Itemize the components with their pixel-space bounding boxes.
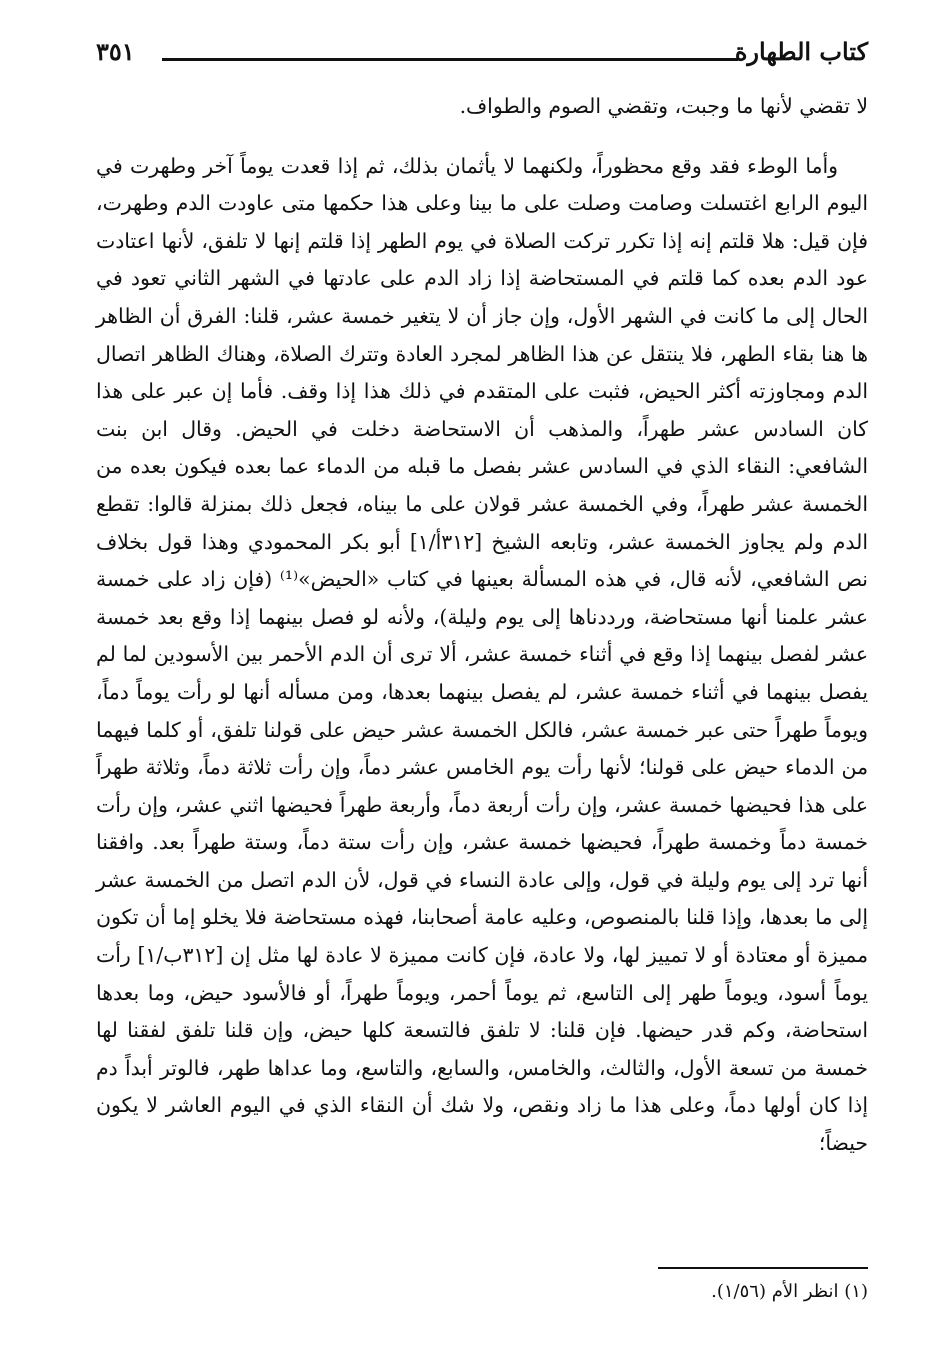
paragraph: لا تقضي لأنها ما وجبت، وتقضي الصوم والطواف. bbox=[459, 94, 868, 118]
footnote: (١) انظر الأم (١/٥٦). bbox=[711, 1281, 868, 1302]
running-title: كتاب الطهارة bbox=[734, 37, 868, 66]
page-number: ٣٥١ bbox=[96, 37, 135, 66]
page-header bbox=[96, 30, 868, 74]
footnote-separator bbox=[658, 1267, 868, 1269]
header-rule bbox=[162, 58, 738, 61]
body-text bbox=[96, 88, 868, 1163]
paragraph: وأما الوطء فقد وقع محظوراً، ولكنهما لا يأثمان بذلك، ثم إذا قعدت يوماً آخر وطهرت في اليوم الرابع اغتسلت وصامت وصلت على ما بينا وعلى هذا حكمها متى عاودت الدم وطهرت، فإن قيل: هلا قلتم إنه إذا تكرر تركت الصلاة في يوم الطهر إذا قلتم إنها لا تلفق، لأنها اعتادت عود الدم بعده كما قلتم في المستحاضة إذا زاد الدم على عادتها في الشهر الثاني تعود في الحال إلى ما كانت في الشهر الأول، وإن جاز أن لا يتغير خمسة عشر، قلنا: الفرق أن الظاهر ها هنا بقاء الطهر، فلا ينتقل عن هذا الظاهر لمجرد العادة وتترك الصلاة، وهناك الظاهر اتصال الدم ومجاوزته أكثر الحيض، فثبت على المتقدم في ذلك هذا إذا وقف. فأما إن عبر على هذا كان السادس عشر طهراً، والمذهب أن الاستحاضة دخلت في الحيض. وقال ابن بنت الشافعي: النقاء الذي في السادس عشر بفصل ما قبله من الدماء عما بعده فيكون بعده من الخمسة عشر طهراً، وفي الخمسة عشر قولان على ما بيناه، فجعل ذلك بمنزلة قالوا: تقطع الدم ولم يجاوز الخمسة عشر، وتابعه الشيخ [٣١٢أ/١] أبو بكر المحمودي وهذا قول بخلاف نص الشافعي، لأنه قال، في هذه المسألة بعينها في كتاب «الحيض»⁽¹⁾ (فإن زاد على خمسة عشر علمنا أنها مستحاضة، ورددناها إلى يوم وليلة)، ولأنه لو فصل بينهما إذا وقع بعد خمسة عشر لفصل بينهما إذا وقع في أثناء خمسة عشر، ألا ترى أن الدم الأحمر بين الأسودين لما لم يفصل بينهما في أثناء خمسة عشر، لم يفصل بينهما بعدها، ومن مسأله أنها لو رأت يوماً دماً، ويوماً طهراً حتى عبر خمسة عشر، فالكل الخمسة عشر حيض على قولنا تلفق، أو كلما فيهما من الدماء حيض على قولنا؛ لأنها رأت يوم الخامس عشر دماً، وإن رأت ثلاثة دماً، وثلاثة طهراً على هذا فحيضها خمسة عشر، وإن رأت أربعة دماً، وأربعة طهراً فحيضها اثني عشر، وإن رأت خمسة دماً وخمسة طهراً، فحيضها خمسة عشر، وإن رأت ستة دماً، وستة طهراً بعد. وافقنا أنها ترد إلى يوم وليلة في قول، وإلى عادة النساء في قول، لأن الدم اتصل من الخمسة عشر إلى ما بعدها، وإذا قلنا بالمنصوص، وعليه عامة أصحابنا، فهذه مستحاضة فلا يخلو إما أن تكون مميزة أو معتادة أو لا تمييز لها، ولا عادة، فإن كانت مميزة لا عادة لها مثل إن [٣١٢ب/١] رأت يوماً أسود، ويوماً طهر إلى التاسع، ثم يوماً أحمر، ويوماً طهراً، أو فالأسود حيض، وما بعدها استحاضة، وكم قدر حيضها. فإن قلنا: لا تلفق فالتسعة كلها حيض، وإن قلنا تلفق لفقنا لها خمسة من تسعة الأول، والثالث، والخامس، والسابع، والتاسع، وما عداها طهر، فالوتر أبداً دم إذا كان أولها دماً، وعلى هذا ما زاد ونقص، ولا شك أن النقاء الذي في اليوم العاشر لا يكون حيضاً؛ bbox=[96, 153, 868, 1156]
